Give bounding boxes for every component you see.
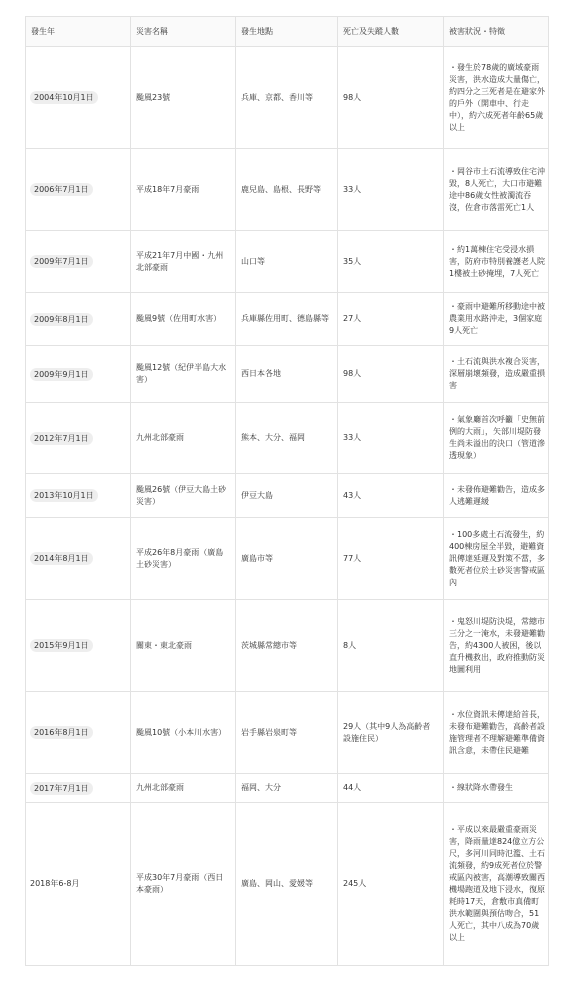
- cell-location: 兵庫、京都、香川等: [236, 47, 338, 149]
- cell-year: [26, 803, 131, 966]
- cell-casualties: 35人: [338, 231, 444, 293]
- cell-year: [26, 293, 131, 346]
- cell-damage: ・鬼怒川堤防決堤，常總市三分之一淹水，未發避難勸告，約4300人被困，後以直升機救出，政府推動防災地圖利用: [444, 600, 549, 692]
- date-badge: 2009年7月1日: [30, 255, 93, 268]
- table-row: [26, 692, 549, 774]
- date-badge: 2016年8月1日: [30, 726, 93, 739]
- table-row: [26, 403, 549, 474]
- date-badge: 2004年10月1日: [30, 91, 98, 104]
- table-row: [26, 346, 549, 403]
- date-badge: 2012年7月1日: [30, 432, 93, 445]
- table-row: [26, 474, 549, 518]
- cell-disaster-name: 九州北部豪雨: [131, 774, 236, 803]
- cell-damage: ・豪雨中避難所移動途中被農業用水路沖走，3個家庭9人死亡: [444, 293, 549, 346]
- cell-year: [26, 774, 131, 803]
- header-location: 發生地點: [236, 17, 338, 47]
- table-body: [26, 47, 549, 966]
- cell-disaster-name: 平成21年7月中國・九州北部豪雨: [131, 231, 236, 293]
- date-badge: 2015年9月1日: [30, 639, 93, 652]
- cell-damage: ・氣象廳首次呼籲「史無前例的大雨」，矢部川堤防發生尚未溢出的決口（管道滲透現象）: [444, 403, 549, 474]
- cell-location: 鹿兒島、島根、長野等: [236, 149, 338, 231]
- table-row: [26, 518, 549, 600]
- date-badge: 2009年8月1日: [30, 313, 93, 326]
- cell-damage: ・平成以來最嚴重豪雨災害，降雨量達824億立方公尺，多河川同時氾濫、土石流頻發，約9成死者位於警戒區內被害，高潮導致關西機場跑道及地下浸水，復原耗時17天，倉敷市真備町洪水範圍與預估吻合，51人死亡，其中八成為70歲以上: [444, 803, 549, 966]
- header-disaster-name: 災害名稱: [131, 17, 236, 47]
- cell-location: 西日本各地: [236, 346, 338, 403]
- cell-disaster-name: 颱風26號（伊豆大島土砂災害）: [131, 474, 236, 518]
- header-damage: 被害狀況・特徵: [444, 17, 549, 47]
- date-text: 2018年6-8月: [30, 879, 80, 888]
- table-row: [26, 47, 549, 149]
- cell-year: [26, 474, 131, 518]
- cell-damage: ・土石流與洪水複合災害，深層崩壞頻發，造成嚴重損害: [444, 346, 549, 403]
- date-badge: 2006年7月1日: [30, 183, 93, 196]
- cell-casualties: 245人: [338, 803, 444, 966]
- date-badge: 2009年9月1日: [30, 368, 93, 381]
- cell-location: 熊本、大分、福岡: [236, 403, 338, 474]
- cell-casualties: 33人: [338, 149, 444, 231]
- cell-location: 伊豆大島: [236, 474, 338, 518]
- cell-disaster-name: 關東・東北豪雨: [131, 600, 236, 692]
- table-row: [26, 293, 549, 346]
- table-row: [26, 803, 549, 966]
- cell-location: 岩手縣岩泉町等: [236, 692, 338, 774]
- cell-year: [26, 346, 131, 403]
- cell-location: 兵庫縣佐用町、德島縣等: [236, 293, 338, 346]
- date-badge: 2013年10月1日: [30, 489, 98, 502]
- cell-year: [26, 600, 131, 692]
- cell-year: [26, 149, 131, 231]
- cell-location: 廣島市等: [236, 518, 338, 600]
- cell-casualties: 98人: [338, 47, 444, 149]
- cell-year: [26, 47, 131, 149]
- cell-year: [26, 692, 131, 774]
- cell-location: 茨城縣常總市等: [236, 600, 338, 692]
- cell-damage: ・水位資訊未傳達給首長，未發布避難勸告，高齡者設施管理者不理解避難準備資訊含意，未帶住民避難: [444, 692, 549, 774]
- cell-damage: ・線狀降水帶發生: [444, 774, 549, 803]
- cell-casualties: 44人: [338, 774, 444, 803]
- cell-year: [26, 231, 131, 293]
- cell-location: 廣島、岡山、愛媛等: [236, 803, 338, 966]
- cell-disaster-name: 平成30年7月豪雨（西日本豪雨）: [131, 803, 236, 966]
- disaster-table: [25, 16, 549, 966]
- cell-casualties: 29人（其中9人為高齡者設施住民）: [338, 692, 444, 774]
- cell-year: [26, 518, 131, 600]
- cell-year: [26, 403, 131, 474]
- cell-location: 山口等: [236, 231, 338, 293]
- cell-disaster-name: 颱風12號（紀伊半島大水害）: [131, 346, 236, 403]
- table-row: [26, 149, 549, 231]
- cell-damage: ・發生於78歲的廣域豪雨災害，洪水造成大量傷亡，約四分之三死者是在避家外的戶外（開車中、行走中），約六成死者年齡65歲以上: [444, 47, 549, 149]
- cell-disaster-name: 颱風10號（小本川水害）: [131, 692, 236, 774]
- cell-disaster-name: 颱風9號（佐用町水害）: [131, 293, 236, 346]
- cell-casualties: 77人: [338, 518, 444, 600]
- cell-location: 福岡、大分: [236, 774, 338, 803]
- header-casualties: 死亡及失蹤人數: [338, 17, 444, 47]
- cell-damage: ・岡谷市土石流導致住宅沖毀，8人死亡，大口市避難途中86歲女性被濁流吞沒，佐倉市落雷死亡1人: [444, 149, 549, 231]
- cell-damage: ・100多處土石流發生，約400棟房屋全半毀，避難資訊傳達延遲及對策不當，多數死者位於土砂災害警戒區內: [444, 518, 549, 600]
- table-row: [26, 231, 549, 293]
- cell-disaster-name: 平成18年7月豪雨: [131, 149, 236, 231]
- header-year: 發生年: [26, 17, 131, 47]
- cell-casualties: 98人: [338, 346, 444, 403]
- table-row: [26, 600, 549, 692]
- cell-disaster-name: 平成26年8月豪雨（廣島土砂災害）: [131, 518, 236, 600]
- cell-casualties: 33人: [338, 403, 444, 474]
- cell-casualties: 27人: [338, 293, 444, 346]
- date-badge: 2017年7月1日: [30, 782, 93, 795]
- cell-disaster-name: 九州北部豪雨: [131, 403, 236, 474]
- cell-casualties: 43人: [338, 474, 444, 518]
- cell-damage: ・未發佈避難勸告，造成多人逃難遲緩: [444, 474, 549, 518]
- date-badge: 2014年8月1日: [30, 552, 93, 565]
- cell-casualties: 8人: [338, 600, 444, 692]
- table-row: [26, 774, 549, 803]
- table-header-row: [26, 17, 549, 47]
- cell-damage: ・約1萬棟住宅受浸水損害，防府市特別養護老人院1樓被土砂掩埋，7人死亡: [444, 231, 549, 293]
- cell-disaster-name: 颱風23號: [131, 47, 236, 149]
